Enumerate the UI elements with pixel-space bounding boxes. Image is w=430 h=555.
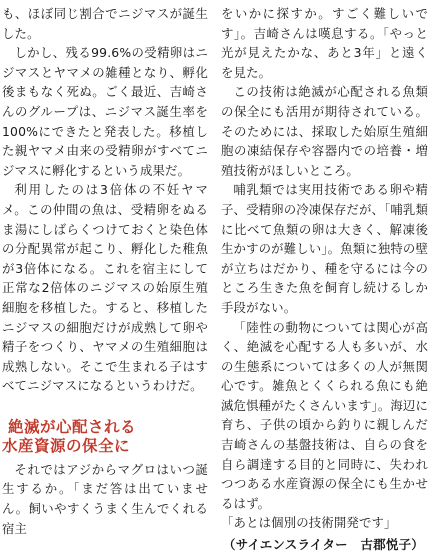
right-column	[221, 4, 428, 555]
left-column	[2, 4, 208, 538]
section-heading-line: 水産資源の保全に	[2, 436, 131, 455]
paragraph: も、ほぼ同じ割合でニジマスが誕生した。	[2, 6, 208, 41]
paragraph: 利用したのは3倍体の不妊ヤマメ。この仲間の魚は、受精卵をぬるま湯にしばらくつけておくと染色体の分配異常が起こり、孵化した稚魚が3倍体になる。これを宿主にして正常な2倍体のニジマスの始原生殖細胞を移植した。すると、移植したニジマスの細胞だけが成熟して卵や精子をつくり、ヤマメの生殖細胞は成熟しない。そこで生まれる子はすべてニジマスになるというわけだ。	[2, 182, 208, 394]
paragraph: この技術は絶滅が心配される魚類の保全にも活用が期待されている。そのためには、採取した始原生殖細胞の凍結保存や容器内での培養・増殖技術がほしいところ。	[221, 84, 428, 178]
paragraph: 「あとは個別の技術開発です」	[221, 515, 397, 531]
paragraph: それではアジからマグロはいつ誕生するか。「まだ答は出ていません。飼いやすくうまく生んでくれる宿主	[2, 461, 208, 536]
section-heading-line: 絶滅が心配される	[8, 417, 137, 436]
section-heading	[2, 418, 208, 456]
paragraph: しかし、残る99.6%の受精卵はニジマスとヤマメの雑種となり、孵化後まもなく死ぬ。ごく最近、吉崎さんのグループは、ニジマス誕生率を100%にできたと発表した。移植した親ヤマメ由来の受精卵がすべてニジマスに孵化するという成果だ。	[2, 45, 208, 178]
paragraph: をいかに探すか。すごく難しいです」。吉崎さんは嘆息する。「やっと光が見えたかな、あと3年」と遠くを見た。	[221, 6, 428, 80]
paragraph: 哺乳類では実用技術である卵や精子、受精卵の冷凍保存だが、「哺乳類に比べて魚類の卵は大きく、解凍後生かすのが難しい」。魚類に独特の壁が立ちはだかり、種を守るには今のところ生きた魚を飼育し続けるしか手段がない。	[221, 182, 428, 315]
paragraph: 「陸性の動物については関心が高く、絶滅を心配する人も多いが、水の生態系については多くの人が無関心です。雑魚とくくられる魚にも絶滅危惧種がたくさんいます」。海辺に育ち、子供の頃から釣りに親しんだ吉崎さんの基盤技術は、自らの食を自ら調達する目的と同時に、失われつつある水産資源の保全にも生かせるはず。	[221, 319, 428, 511]
byline: （サイエンスライター 古郡悦子）	[223, 537, 424, 553]
